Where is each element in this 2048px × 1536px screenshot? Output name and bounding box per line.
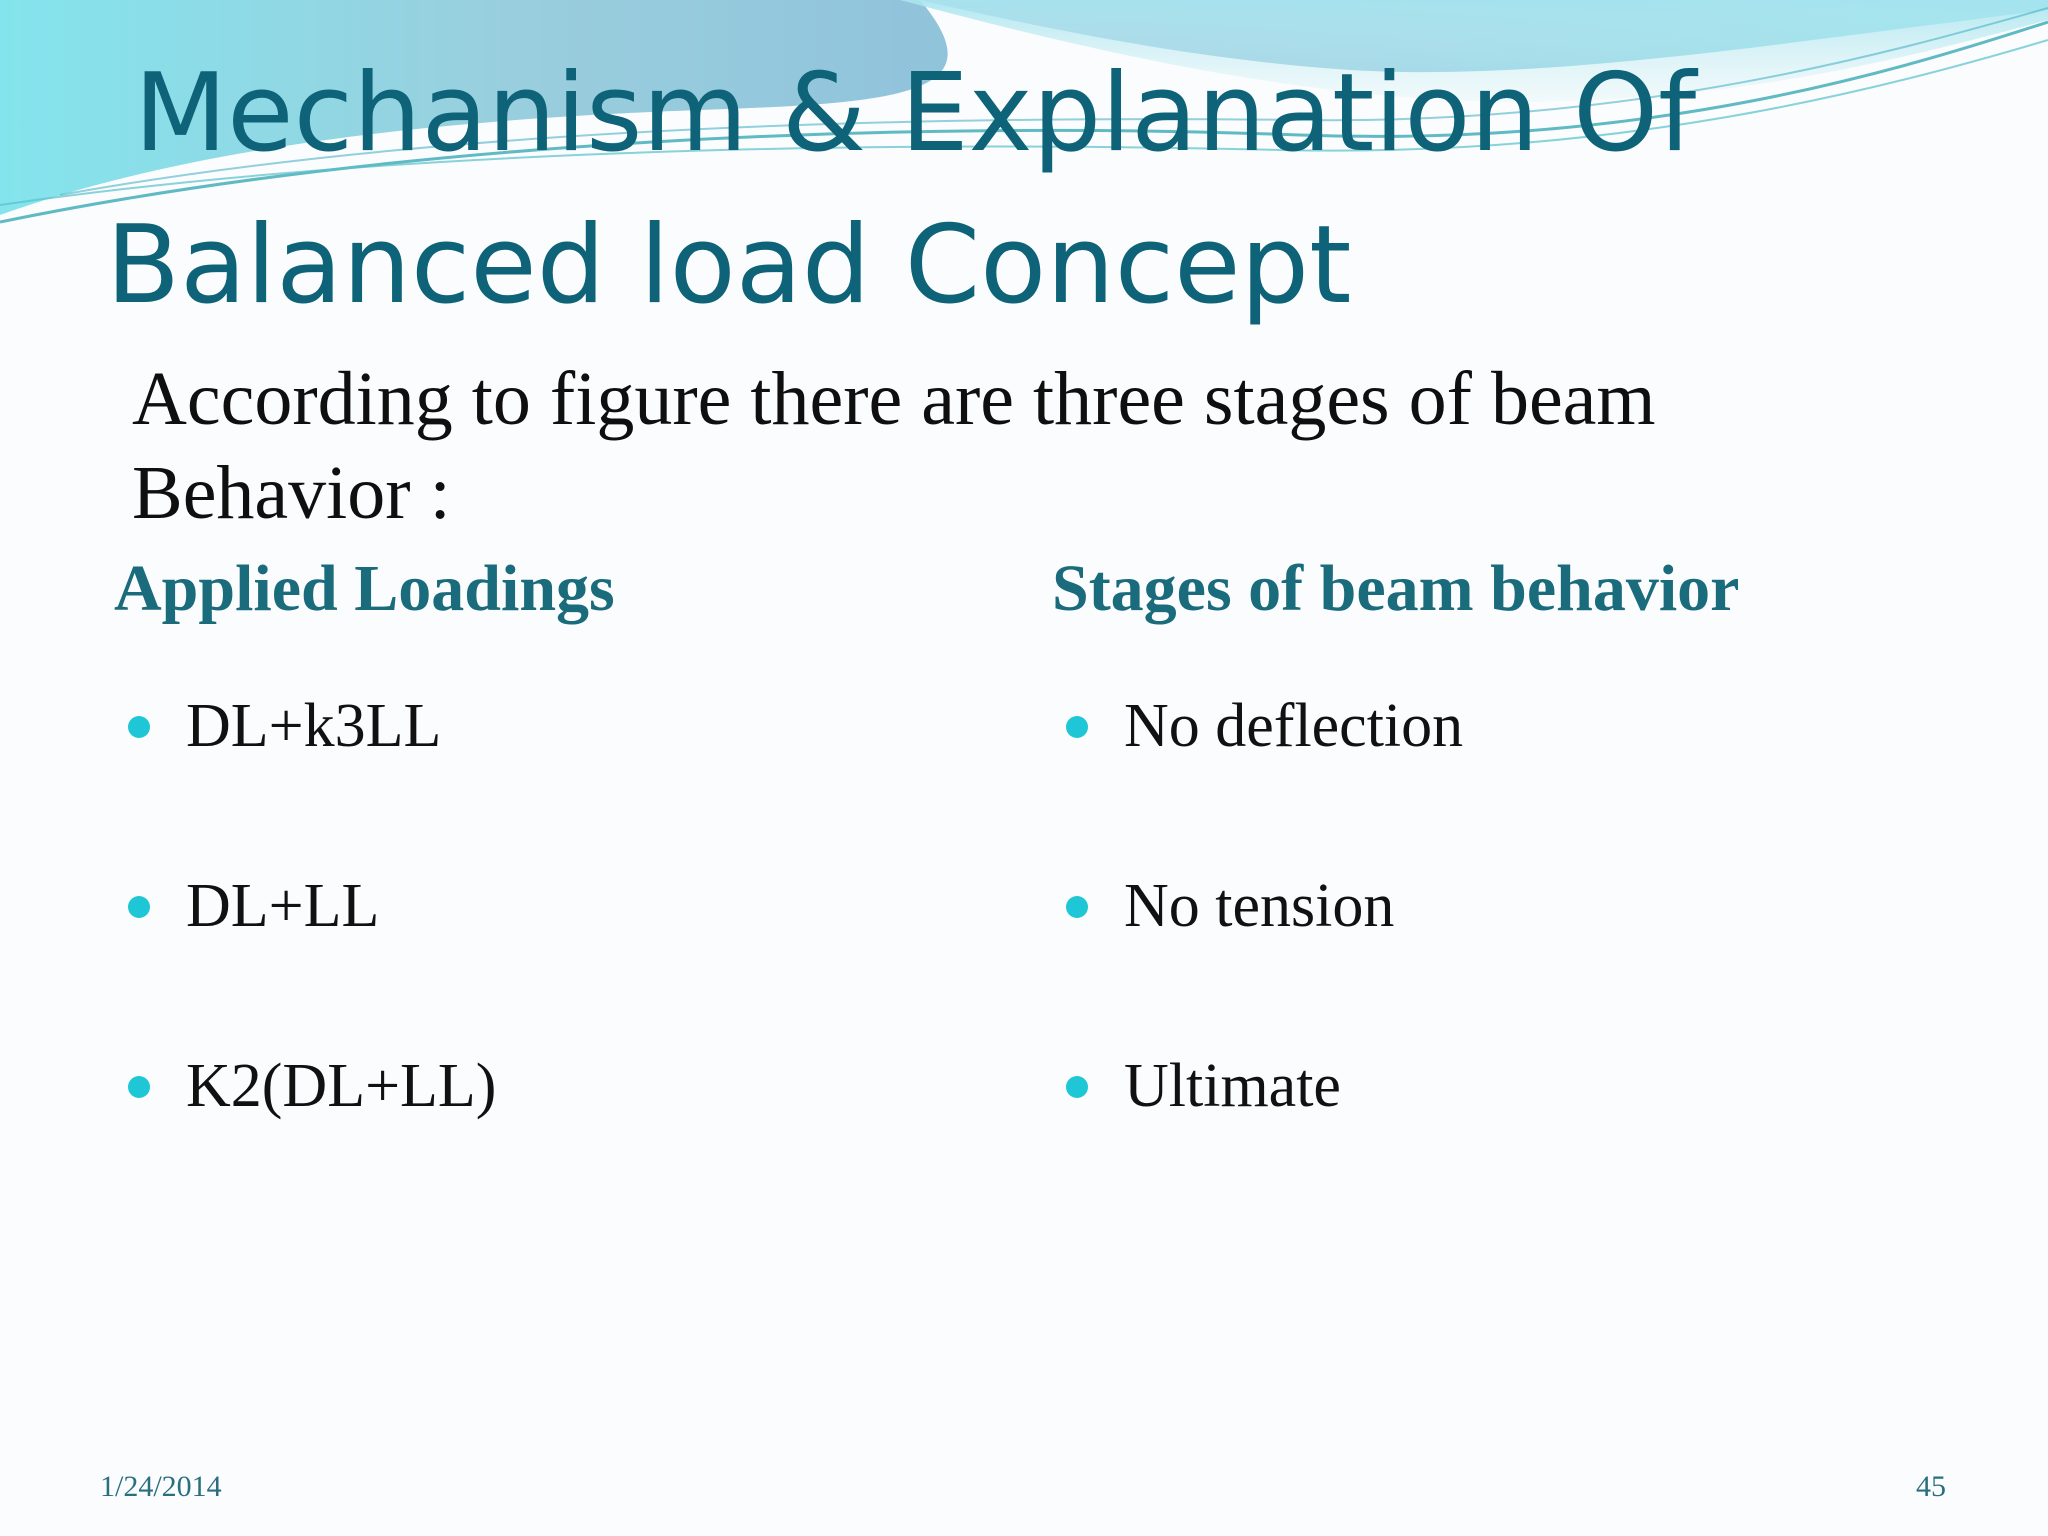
bullet-icon bbox=[128, 1076, 150, 1098]
slide-title-line-1: Mechanism & Explanation Of bbox=[134, 51, 1697, 176]
intro-line-1: According to figure there are three stages of beam bbox=[132, 357, 1656, 441]
list-item-text: DL+k3LL bbox=[186, 692, 442, 760]
slide-number: 45 bbox=[1916, 1470, 1946, 1503]
slide-title-line-2: Balanced load Concept bbox=[106, 203, 1352, 328]
bullet-icon bbox=[1066, 1076, 1088, 1098]
list-item bbox=[128, 688, 496, 868]
list-item bbox=[1066, 1048, 1463, 1228]
list-item-text: DL+LL bbox=[186, 872, 380, 940]
list-item bbox=[1066, 868, 1463, 1048]
beam-behavior-list bbox=[1066, 688, 1463, 1228]
list-item-text: Ultimate bbox=[1124, 1052, 1341, 1120]
bullet-icon bbox=[1066, 896, 1088, 918]
applied-loadings-list bbox=[128, 688, 496, 1228]
intro-line-2: Behavior : bbox=[132, 451, 451, 535]
beam-behavior-heading: Stages of beam behavior bbox=[1052, 552, 1740, 625]
list-item-text: K2(DL+LL) bbox=[186, 1052, 497, 1120]
list-item-text: No deflection bbox=[1124, 692, 1464, 760]
bullet-icon bbox=[128, 716, 150, 738]
bullet-icon bbox=[128, 896, 150, 918]
footer-date: 1/24/2014 bbox=[100, 1470, 222, 1503]
applied-loadings-heading: Applied Loadings bbox=[114, 552, 615, 625]
list-item-text: No tension bbox=[1124, 872, 1395, 940]
bullet-icon bbox=[1066, 716, 1088, 738]
intro-text bbox=[132, 352, 1972, 540]
list-item bbox=[128, 1048, 496, 1228]
list-item bbox=[1066, 688, 1463, 868]
list-item bbox=[128, 868, 496, 1048]
